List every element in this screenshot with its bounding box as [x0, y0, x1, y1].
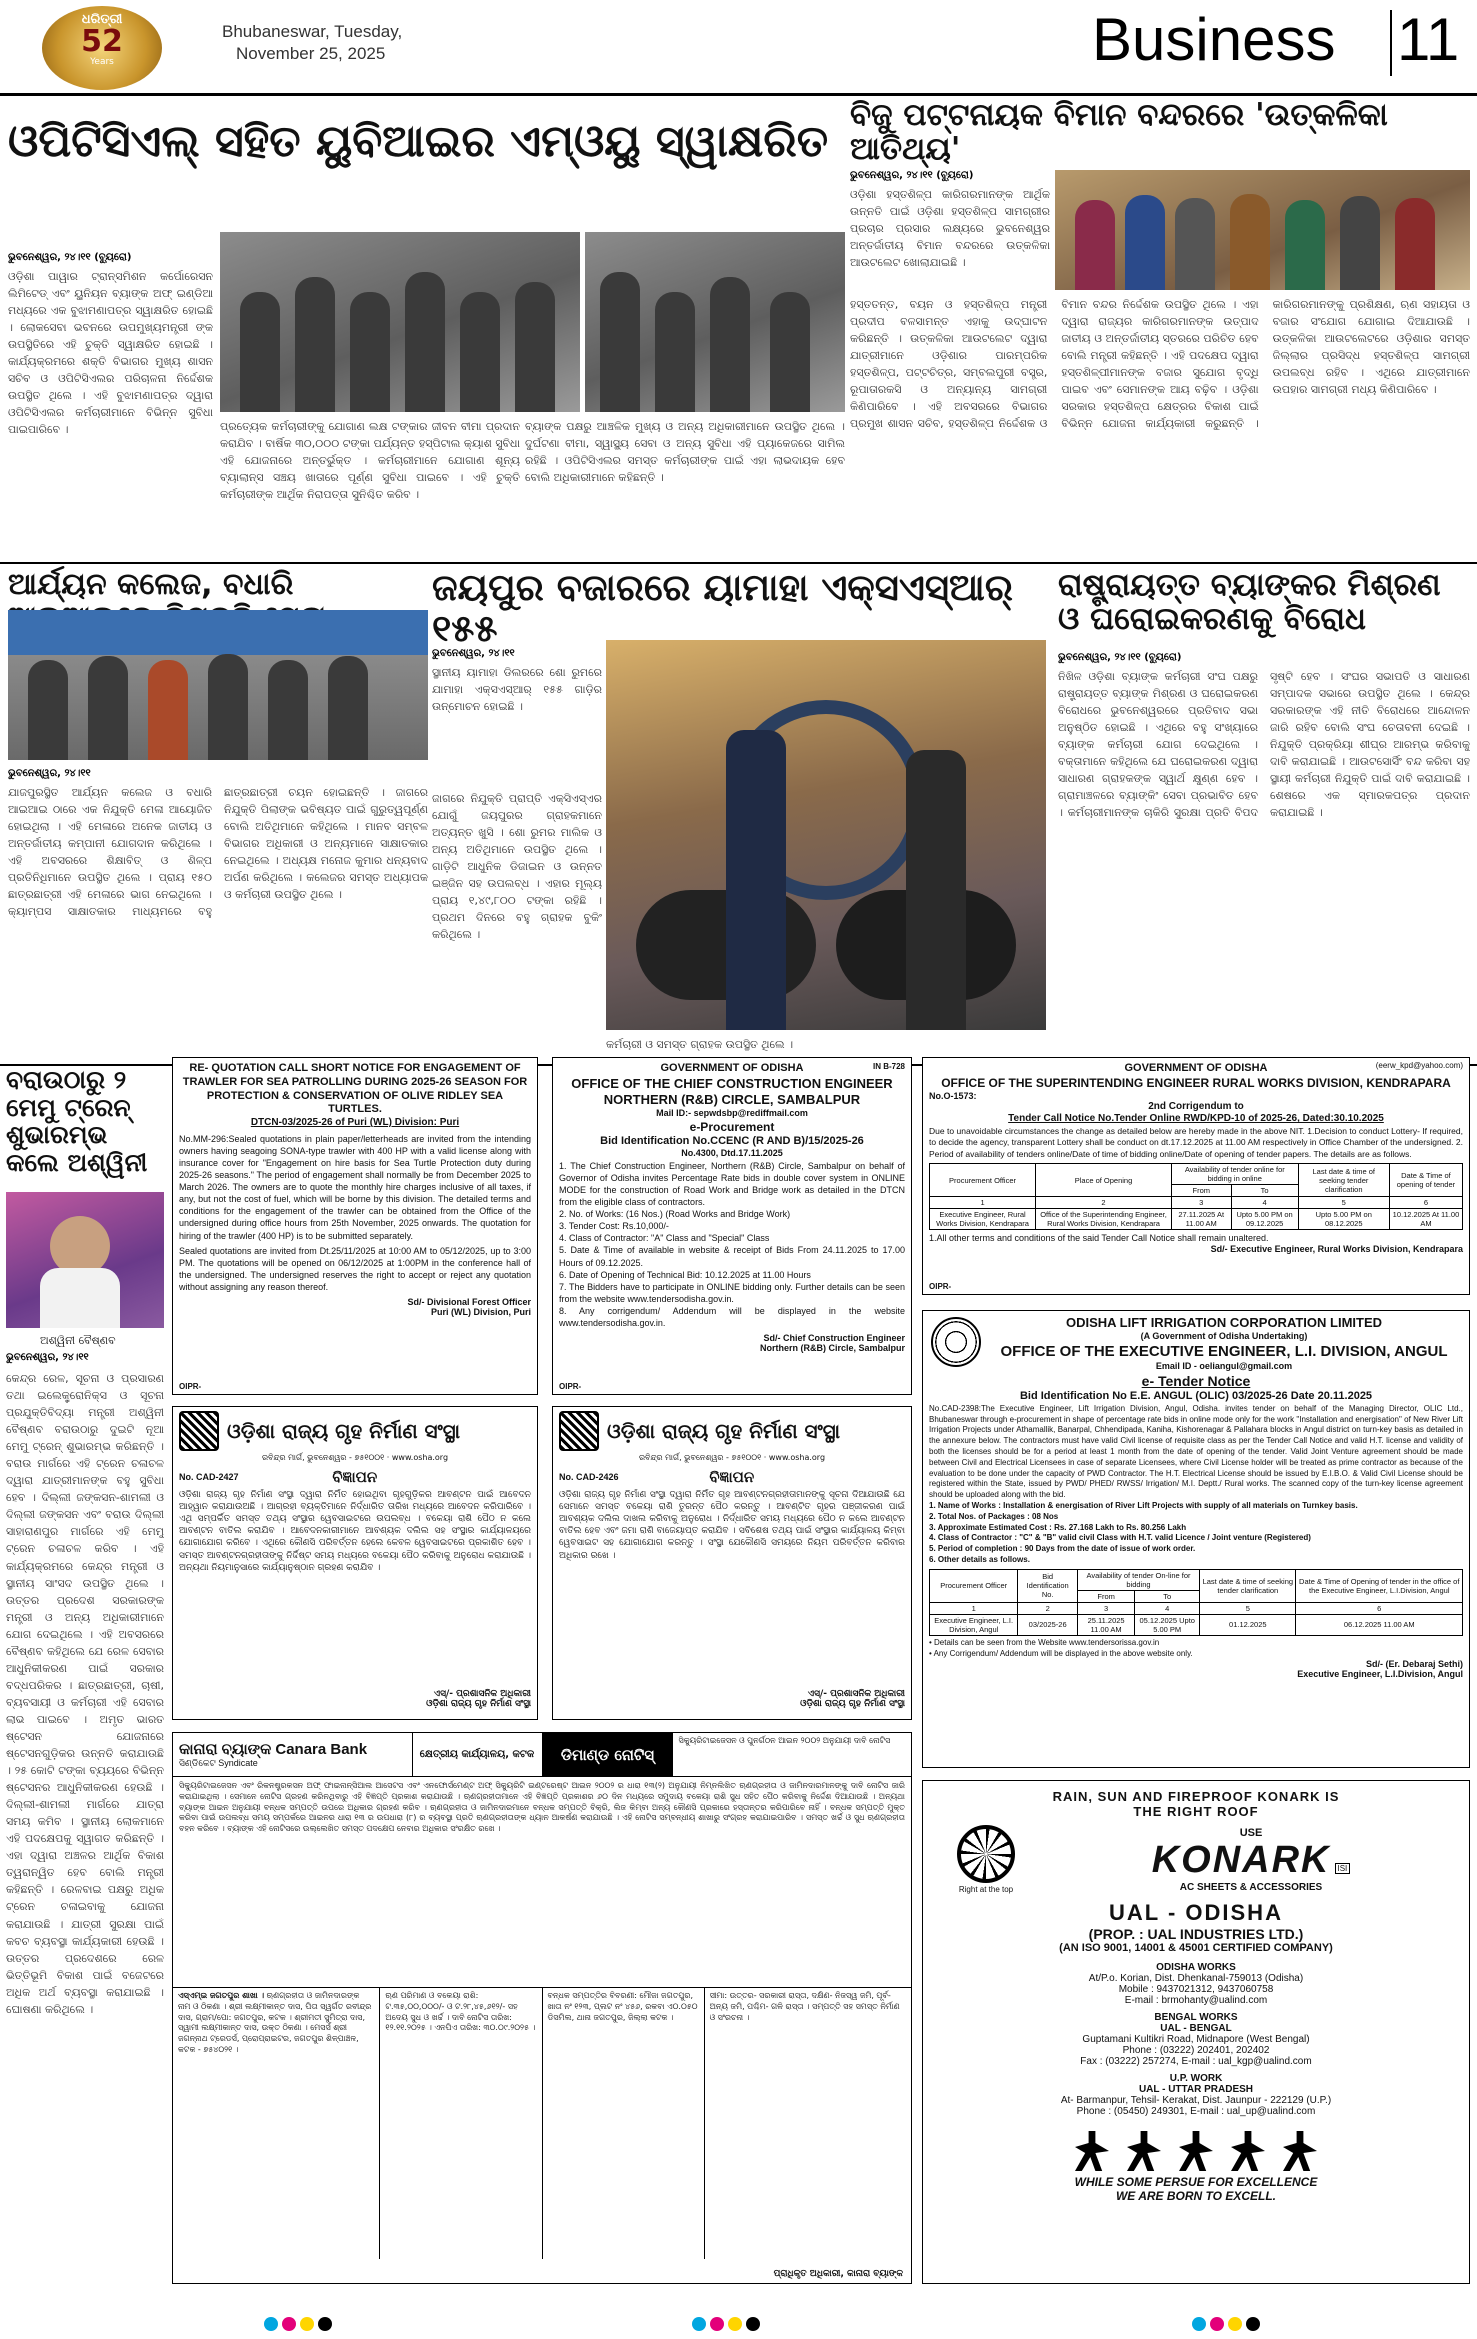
- ad-no: No. CAD-2426: [559, 1471, 619, 1482]
- story-body: କର୍ମଚାରୀ ଓ ସମସ୍ତ ଗ୍ରାହକ ଉପସ୍ଥିତ ଥିଲେ ।: [606, 1038, 794, 1051]
- runners-illustration: [931, 2125, 1461, 2171]
- color-registration-marks: [690, 2316, 762, 2335]
- black-dot: [1246, 2317, 1260, 2331]
- ad-item: 8. Any corrigendum/ Addendum will be displayed in the website www.tendersodisha.gov.in.: [559, 1306, 905, 1329]
- ad-title: OFFICE OF THE CHIEF CONSTRUCTION ENGINEER NORTHERN (R&B) CIRCLE, SAMBALPUR: [571, 1075, 893, 1107]
- ad-note: 1.All other terms and conditions of the said Tender Call Notice shall remain unaltered.: [929, 1233, 1269, 1244]
- housing-board-ad: ଓଡ଼ିଶା ରାଜ୍ୟ ଗୃହ ନିର୍ମାଣ ସଂସ୍ଥା ରବିନ୍ଦ୍ର ମାର୍ଗ, ଭୁବନେଶ୍ୱର - ୭୫୧୦୦୧ · www.osha.org No. CAD-2426 ବିଜ୍ଞାପନ ଓଡ଼ିଶା ରାଜ୍ୟ ଗୃହ ନିର୍ମାଣ ସଂସ୍ଥା ଦ୍ୱାରା ନିର୍ମିତ ଗୃହ ଆବଣ୍ଟନଗ୍ରହୀତାମାନଙ୍କୁ ସୂଚନା ଦିଆଯାଉଛି ଯେ ସେମାନେ ସମସ୍ତ ବକେୟା ରାଶି ତୁରନ୍ତ ପୈଠ କରନ୍ତୁ । ଆବଣ୍ଟିତ ଗୃହର ପଞ୍ଜୀକରଣ ପାଇଁ ଆବଶ୍ୟକ ଦଲିଲ ଦାଖଲ କରିବାକୁ ଅନୁରୋଧ । ନିର୍ଦ୍ଧାରିତ ସମୟ ମଧ୍ୟରେ ପୈଠ ନ କଲେ ଆବଣ୍ଟନ ବାତିଲ ହେବ ଏବଂ ଜମା ରାଶି ବାଜେୟାପ୍ତ କରାଯିବ । ସବିଶେଷ ତଥ୍ୟ ପାଇଁ ସଂସ୍ଥାର କାର୍ଯ୍ୟାଳୟ କିମ୍ବା ୱେବସାଇଟ ସହ ଯୋଗାଯୋଗ କରନ୍ତୁ । ସଂସ୍ଥା ଯେକୌଣସି ସମୟରେ ନିୟମ ପରିବର୍ତ୍ତନ କରିବାର ଅଧିକାର ରଖେ । ଏସ୍/- ପ୍ରଶାସନିକ ଅଧିକାରୀ ଓଡ଼ିଶା ରାଜ୍ୟ ଗୃହ ନିର୍ମାଣ ସଂସ୍ଥା: [552, 1406, 912, 1720]
- ad-signature: Sd/- Divisional Forest Officer: [407, 1297, 531, 1308]
- ad-body: Sealed quotations are invited from Dt.25/11/2025 at 10:00 AM to 05/12/2025, up to 3:00 PM. The quotations will be opened on 06/12/2025 at 1:00PM in the conference hall of the undersigned. The undersigned reserves the right to accept or reject any quotation without assigning any reason thereof.: [179, 1245, 531, 1293]
- story-photo: [606, 640, 1046, 1030]
- ad-mail: Mail ID:- sepwdsbp@rediffmail.com: [656, 1108, 808, 1119]
- ad-code: OIPR-: [929, 1282, 952, 1291]
- photo-airport-outlet: [1055, 170, 1470, 290]
- ad-signature: Northern (R&B) Circle, Sambalpur: [759, 1343, 905, 1354]
- rural-works-ad: [922, 1057, 1470, 1295]
- ad-signature: ଏସ୍/- ପ୍ରଶାସନିକ ଅଧିକାରୀ: [433, 1688, 531, 1699]
- photo-caption: ଅଶ୍ୱିନୀ ବୈଷ୍ଣବ: [40, 1334, 116, 1347]
- ad-corrigendum: 2nd Corrigendum to: [1148, 1100, 1244, 1112]
- ad-type: e- Tender Notice: [1141, 1372, 1251, 1389]
- company-cert: (AN ISO 9001, 14001 & 45001 CERTIFIED COMPANY): [1059, 1942, 1333, 1954]
- ad-note: • Details can be seen from the Website www.tendersorissa.gov.in: [929, 1637, 1160, 1647]
- story-dateline: ଭୁବନେଶ୍ୱର, ୨୪।୧୧: [6, 1352, 89, 1363]
- story-photo: [1055, 170, 1470, 290]
- ad-gov: GOVERNMENT OF ODISHA: [1124, 1062, 1268, 1074]
- ad-signature: ପ୍ରାଧିକୃତ ଅଧିକାରୀ, କାନାରା ବ୍ୟାଙ୍କ: [773, 2269, 903, 2279]
- ad-signature: ଓଡ଼ିଶା ରାଜ୍ୟ ଗୃହ ନିର୍ମାଣ ସଂସ୍ଥା: [800, 1698, 905, 1709]
- ad-code: OIPR-: [179, 1382, 202, 1391]
- ad-sub: (A Government of Odisha Undertaking): [1140, 1331, 1308, 1342]
- ad-title: RE- QUOTATION CALL SHORT NOTICE FOR ENGAGEMENT OF TRAWLER FOR SEA PATROLLING DURING 2025-26 SEASON FOR PROTECTION & CONSERVATION OF OLIVE RIDLEY SEA TURTLES.: [182, 1062, 528, 1116]
- photo-meeting: [220, 232, 580, 412]
- color-registration-marks: [262, 2316, 334, 2335]
- color-registration-marks: [1190, 2316, 1262, 2335]
- story-body: ଓଡ଼ିଶା ପାୱାର ଟ୍ରାନ୍ସମିଶନ କର୍ପୋରେସନ ଲିମିଟେଡ୍ ଏବଂ ୟୁନିୟନ ବ୍ୟାଙ୍କ ଅଫ୍ ଇଣ୍ଡିଆ ମଧ୍ୟରେ ଏକ ବୁଝାମଣାପତ୍ର ସ୍ୱାକ୍ଷରିତ ହୋଇଛି । ଲୋକସେବା ଭବନରେ ଉପମୁଖ୍ୟମନ୍ତ୍ରୀ ଙ୍କ ଉପସ୍ଥିତିରେ ଏହି ଚୁକ୍ତି ସ୍ୱାକ୍ଷରିତ ହୋଇଛି । କାର୍ଯ୍ୟକ୍ରମରେ ଶକ୍ତି ବିଭାଗର ମୁଖ୍ୟ ଶାସନ ସଚିବ ଓ ଓପିଟିସିଏଲର ପରିଚାଳନା ନିର୍ଦ୍ଦେଶକ ଉପସ୍ଥିତ ଥିଲେ । ଏହି ବୁଝାମଣାପତ୍ର ଦ୍ୱାରା ଓପିଟିସିଏଲର କର୍ମଚାରୀମାନେ ବିଭିନ୍ନ ସୁବିଧା ପାଇପାରିବେ ।: [8, 270, 213, 437]
- ad-item: 6. Other details as follows.: [929, 1554, 1030, 1564]
- ad-item: 4. Class of Contractor : "C" & "B" valid civil Class with H.T. valid Licence / Joint venture (Registered): [929, 1533, 1311, 1543]
- brand-name: KONARK: [1151, 1838, 1331, 1881]
- slogan: WHILE SOME PERSUE FOR EXCELLENCE: [1074, 2175, 1318, 2189]
- ad-item: 2. No. of Works: (16 Nos.) (Road Works and Bridge Work): [559, 1209, 791, 1220]
- konark-ad: [922, 1780, 1470, 2284]
- works-title: BENGAL WORKS: [1154, 2012, 1238, 2023]
- anniversary-logo: [42, 6, 162, 90]
- ad-no: No.4300, Dtd.17.11.2025: [681, 1148, 783, 1159]
- ad-type: e-Procurement: [689, 1119, 775, 1134]
- cyan-dot: [692, 2317, 706, 2331]
- logo-text: ଧରିତ୍ରୀ: [81, 12, 123, 27]
- konark-wheel-icon: [957, 1825, 1015, 1883]
- story-dateline: ଭୁବନେଶ୍ୱର, ୨୪।୧୧ (ବ୍ୟୁରୋ): [8, 252, 132, 263]
- works-title: UAL - UTTAR PRADESH: [1138, 2084, 1254, 2095]
- lift-irrigation-ad: [922, 1310, 1470, 1768]
- works-line: Fax : (03222) 257274, E-mail : ual_kgp@ualind.com: [1080, 2056, 1312, 2067]
- magenta-dot: [710, 2317, 724, 2331]
- tender-table: Procurement Officer Place of Opening Availability of tender online for bidding in online Last date & time of seeking tender clarification Date & Time of opening of tender From To 1 2 3 4 5 6 Executive Engineer, Rural Works Division, Kendrapara Office of the Superintending Engineer, Rural Works Division, Kendrapara 27.11.2025 At 11.00 AM Upto 5.00 PM on 09.12.2025 Upto 5.00 PM on 08.12.2025 10.12.2025 At 11.00 AM: [929, 1163, 1463, 1230]
- ad-bid: Bid Identification No E.E. ANGUL (OLIC) 03/2025-26 Date 20.11.2025: [1019, 1390, 1373, 1402]
- masthead-rule: [0, 93, 1477, 96]
- story-dateline: ଭୁବନେଶ୍ୱର, ୨୪।୧୧ (ବ୍ୟୁରୋ): [850, 170, 974, 181]
- yellow-dot: [728, 2317, 742, 2331]
- ad-office: OFFICE OF THE EXECUTIVE ENGINEER, L.I. DIVISION, ANGUL: [1000, 1342, 1448, 1360]
- story-dateline: ଭୁବନେଶ୍ୱର, ୨୪।୧୧: [432, 648, 515, 659]
- works-line: Mobile : 9437021312, 9437060758: [1118, 1984, 1274, 1995]
- story-body: ଯାଜପୁରସ୍ଥିତ ଆର୍ଯ୍ୟନ କଲେଜ ଓ ବଧାରି ଆଇଆଇ ଠାରେ ଏକ ନିଯୁକ୍ତି ମେଳା ଆୟୋଜିତ ହୋଇଥିଲା । ଏହି ମେଳାରେ ଅନେକ ଜାତୀୟ ଓ ଅନ୍ତର୍ଜାତୀୟ କମ୍ପାନୀ ଯୋଗଦାନ କରିଥିଲେ । ଏହି ଅବସରରେ ଶିକ୍ଷାବିତ୍ ଓ ଶିଳ୍ପ ପ୍ରତିନିଧିମାନେ ଉପସ୍ଥିତ ଥିଲେ । ପ୍ରାୟ ୧୫୦ ଛାତ୍ରଛାତ୍ରୀ ଏହି ମେଳାରେ ଭାଗ ନେଇଥିଲେ । କ୍ୟାମ୍ପସ ସାକ୍ଷାତକାର ମାଧ୍ୟମରେ ବହୁ ଛାତ୍ରଛାତ୍ରୀ ଚୟନ ହୋଇଛନ୍ତି । ଜାଗରେ ନିଯୁକ୍ତି ପିଲାଙ୍କ ଭବିଷ୍ୟତ ପାଇଁ ଗୁରୁତ୍ୱପୂର୍ଣ୍ଣ ବୋଲି ଅତିଥିମାନେ କହିଥିଲେ । ମାନବ ସମ୍ବଳ ବିଭାଗର ଅଧିକାରୀ ଓ ଅନ୍ୟମାନେ ସାକ୍ଷାତକାର ନେଇଥିଲେ । ଅଧ୍ୟକ୍ଷ ମନୋଜ କୁମାର ଧନ୍ୟବାଦ ଅର୍ପଣ କରିଥିଲେ । କଲେଜର ସମସ୍ତ ଅଧ୍ୟାପକ ଓ କର୍ମଚାରୀ ଉପସ୍ଥିତ ଥିଲେ ।: [8, 786, 428, 919]
- olic-logo-icon: [931, 1317, 981, 1367]
- story-headline: ଆର୍ଯ୍ୟନ କଲେଜ, ବଧାରି: [8, 567, 294, 602]
- story-photo: [6, 1192, 164, 1328]
- ad-item: 3. Approximate Estimated Cost : Rs. 27.168 Lakh to Rs. 80.256 Lakh: [929, 1522, 1187, 1532]
- slogan: WE ARE BORN TO EXCELL.: [1115, 2189, 1276, 2203]
- bank-office: କ୍ଷେତ୍ରୀୟ କାର୍ଯ୍ୟାଳୟ, କଟକ: [413, 1733, 543, 1776]
- story-body: ହସ୍ତତନ୍ତ, ବୟନ ଓ ହସ୍ତଶିଳ୍ପ ମନ୍ତ୍ରୀ ପ୍ରଦୀପ ବଳସାମନ୍ତ ଏହାକୁ ଉଦ୍‌ଘାଟନ କରିଛନ୍ତି । ଉତ୍କଳିକା ଆଉଟଲେଟ ଦ୍ୱାରା ଯାତ୍ରୀମାନେ ଓଡ଼ିଶାର ପାରମ୍ପରିକ ହସ୍ତଶିଳ୍ପ, ପଟ୍ଟଚିତ୍ର, ସମ୍ବଲପୁରୀ ବସ୍ତ୍ର, ରୂପାତାରକସି ଓ ଅନ୍ୟାନ୍ୟ ସାମଗ୍ରୀ କିଣିପାରିବେ । ଏହି ଅବସରରେ ବିଭାଗର ପ୍ରମୁଖ ଶାସନ ସଚିବ, ହସ୍ତଶିଳ୍ପ ନିର୍ଦ୍ଦେଶକ ଓ ବିମାନ ବନ୍ଦର ନିର୍ଦ୍ଦେଶକ ଉପସ୍ଥିତ ଥିଲେ । ଏହା ଦ୍ୱାରା ରାଜ୍ୟର କାରିଗରମାନଙ୍କ ଉତ୍ପାଦ ଜାତୀୟ ଓ ଅନ୍ତର୍ଜାତୀୟ ସ୍ତରରେ ପରିଚିତ ହେବ ବୋଲି ମନ୍ତ୍ରୀ କହିଛନ୍ତି । ଏହି ପଦକ୍ଷେପ ଦ୍ୱାରା ହସ୍ତଶିଳ୍ପୀମାନଙ୍କ ବଜାର ସୁଯୋଗ ବୃଦ୍ଧି ପାଇବ ଏବଂ ସେମାନଙ୍କ ଆୟ ବଢ଼ିବ । ଓଡ଼ିଶା ସରକାର ହସ୍ତଶିଳ୍ପ କ୍ଷେତ୍ରର ବିକାଶ ପାଇଁ ବିଭିନ୍ନ ଯୋଜନା କାର୍ଯ୍ୟକାରୀ କରୁଛନ୍ତି । କାରିଗରମାନଙ୍କୁ ପ୍ରଶିକ୍ଷଣ, ଋଣ ସହାୟତା ଓ ବଜାର ସଂଯୋଗ ଯୋଗାଇ ଦିଆଯାଉଛି । ଉତ୍କଳିକା ଆଉଟଲେଟରେ ଓଡ଼ିଶାର ସମସ୍ତ ଜିଲ୍ଲାର ପ୍ରସିଦ୍ଧ ହସ୍ତଶିଳ୍ପ ସାମଗ୍ରୀ ଉପଲବ୍ଧ ରହିବ । ଏଥିରେ ଯାତ୍ରୀମାନେ ଉପହାର ସାମଗ୍ରୀ ମଧ୍ୟ କିଣିପାରିବେ ।: [850, 298, 1470, 431]
- ad-bid: Bid Identification No.CCENC (R AND B)/15/2025-26: [600, 1134, 864, 1147]
- yellow-dot: [300, 2317, 314, 2331]
- story-headline: ବରାଉଠାରୁ ୨ ମେମୁ ଟ୍ରେନ୍ ଶୁଭାରମ୍ଭ କଲେ ଅଶ୍ୱିନୀ: [6, 1065, 148, 1177]
- works-line: E-mail : brmohanty@ualind.com: [1124, 1995, 1268, 2006]
- ad-code: IN B-728: [872, 1062, 905, 1071]
- ad-note: • Any Corrigendum/ Addendum will be displayed in the above website only.: [929, 1648, 1193, 1658]
- ad-item: 5. Period of completion : 90 Days from the date of issue of work order.: [929, 1544, 1196, 1554]
- masthead: [0, 0, 1477, 96]
- ad-ref: DTCN-03/2025-26 of Puri (WL) Division: Puri: [250, 1117, 460, 1128]
- tender-table: Procurement Officer Bid Identification No. Availability of tender On-line for bidding Last date & time of seeking tender clarification Date & Time of Opening of tender in the office of the Executive Engineer, L.I.Division, Angul From To 1 2 3 4 5 6 Executive Engineer, L.I. Division, Angul 03/2025-26 25.11.2025 11.00 AM 05.12.2025 Upto 5.00 PM 01.12.2025 06.12.2025 11.00 AM: [929, 1569, 1463, 1636]
- logo-number: 52: [81, 24, 123, 59]
- page-number: 11: [1397, 6, 1460, 73]
- ad-signature: Sd/- Executive Engineer, Rural Works Division, Kendrapara: [1210, 1244, 1463, 1255]
- housing-board-ad: ଓଡ଼ିଶା ରାଜ୍ୟ ଗୃହ ନିର୍ମାଣ ସଂସ୍ଥା ରବିନ୍ଦ୍ର ମାର୍ଗ, ଭୁବନେଶ୍ୱର - ୭୫୧୦୦୧ · www.osha.org No. CAD-2427 ବିଜ୍ଞାପନ ଓଡ଼ିଶା ରାଜ୍ୟ ଗୃହ ନିର୍ମାଣ ସଂସ୍ଥା ଦ୍ୱାରା ନିର୍ମିତ ହୋଇଥିବା ଗୃହଗୁଡ଼ିକର ଆବଣ୍ଟନ ପାଇଁ ଆବେଦନ ଆହ୍ୱାନ କରାଯାଉଅଛି । ଆଗ୍ରହୀ ବ୍ୟକ୍ତିମାନେ ନିର୍ଦ୍ଧାରିତ ତାରିଖ ମଧ୍ୟରେ ଆବେଦନ କରିପାରିବେ । ଏଥି ସମ୍ପର୍କିତ ସମସ୍ତ ତଥ୍ୟ ସଂସ୍ଥାର ୱେବସାଇଟରେ ଉପଲବ୍ଧ । ବକେୟା ରାଶି ପୈଠ ନ କଲେ ଆବଣ୍ଟନ ବାତିଲ କରାଯିବ । ଆବେଦନକାରୀମାନେ ଆବଶ୍ୟକ ଦଲିଲ ସହ ସଂସ୍ଥାର କାର୍ଯ୍ୟାଳୟରେ ଯୋଗାଯୋଗ କରିବେ । ଏଥିରେ କୌଣସି ପରିବର୍ତ୍ତନ ହେଲେ କେବଳ ୱେବସାଇଟରେ ପ୍ରକାଶିତ ହେବ । ସମସ୍ତ ଆବଣ୍ଟନଗ୍ରହୀତାଙ୍କୁ ନିର୍ଦ୍ଦିଷ୍ଟ ସମୟ ମଧ୍ୟରେ ବକେୟା ପୈଠ କରିବାକୁ ଅନୁରୋଧ କରାଯାଉଛି । ଅନ୍ୟଥା ନିୟମାନୁସାରେ କାର୍ଯ୍ୟାନୁଷ୍ଠାନ ଗ୍ରହଣ କରାଯିବ । ଏସ୍/- ପ୍ରଶାସନିକ ଅଧିକାରୀ ଓଡ଼ିଶା ରାଜ୍ୟ ଗୃହ ନିର୍ମାଣ ସଂସ୍ଥା: [172, 1406, 538, 1720]
- story-photo: [585, 232, 845, 412]
- ad-item: 4. Class of Contractor: "A" Class and "Special" Class: [559, 1233, 770, 1244]
- ad-title: OFFICE OF THE SUPERINTENDING ENGINEER RURAL WORKS DIVISION, KENDRAPARA: [941, 1075, 1451, 1090]
- ad-item: 2. Total Nos. of Packages : 08 Nos: [929, 1511, 1059, 1521]
- dateline-place: Bhubaneswar, Tuesday,: [222, 22, 403, 41]
- ad-signature: ଓଡ଼ିଶା ରାଜ୍ୟ ଗୃହ ନିର୍ମାଣ ସଂସ୍ଥା: [426, 1698, 531, 1709]
- ad-item: 1. The Chief Construction Engineer, Northern (R&B) Circle, Sambalpur on behalf of Governor of Odisha invites Percentage Rate bids in double cover system in ONLINE MODE for the construction of Road Work and Bridge work as detailed in the DTCN from the eligible class of contractors.: [559, 1160, 905, 1207]
- org-name: ଓଡ଼ିଶା ରାଜ୍ୟ ଗୃହ ନିର୍ମାଣ ସଂସ୍ଥା: [607, 1419, 841, 1443]
- ad-item: 1. Name of Works : Installation & energisation of River Lift Projects with supply of all materials on Turnkey basis.: [929, 1500, 1358, 1510]
- ad-signature: Executive Engineer, L.I.Division, Angul: [1297, 1669, 1463, 1680]
- ad-body: No.CAD-2398:The Executive Engineer, Lift Irrigation Division, Angul, Odisha. invites tender on behalf of the Managing Director, OLIC Ltd., Bhubaneswar through e-procurement in shape of percentage rate bids in online mode only for the work "Installation and energisation" of New River Lift Irrigation Projects under Athamallik, Banarpal, Chhendipada, Kaniha, Kishorenagar & Pallahara blocks in Angul district on turn-key basis as detailed in the annexure below. The contractors must have valid Civil license of requisite class as per the Tender Call Notice and valid H.T. license and validity of both the licenses should be for a period at least 1 month from the date of opening of the tender. Valid Joint Venture agreement should be made between Civil and Electrical Licensees in case of separate Licensees, where Civil License holder will be treated as prime contractor as because of the evaluation to be done under the capacity of PWD Contractor. The H.T. Electrical License should be issued by E.I.B.O. & Valid Civil License should be registered within the State, issued by PWD/ PHED/ RWSS/ Irrigation/ M.I. Deptt./ Rural works. The scanned copy of the turn-key license agreement should be uploaded along with the bid.: [929, 1403, 1463, 1500]
- photo-ashwini-vaishnaw: [6, 1192, 164, 1328]
- bank-name: କାନାରା ବ୍ୟାଙ୍କ Canara Bank: [179, 1740, 368, 1758]
- story-body: ପ୍ରତ୍ୟେକ କର୍ମଚାରୀଙ୍କୁ ଯୋଗାଣ ଲକ୍ଷ ଟଙ୍କାର ଜୀବନ ବୀମା ପ୍ରଦାନ କରାଯିବ । ବାର୍ଷିକ ୩୦,୦୦୦ ଟଙ୍କା ପର୍ଯ୍ୟନ୍ତ ହସ୍ପିଟାଲ କ୍ୟାଶ ସୁବିଧା ଏହି ଯୋଜନାରେ ଅନ୍ତର୍ଭୁକ୍ତ । କର୍ମଚାରୀମାନେ ଯୋଗାଣ ଶୂନ୍ୟ ବ୍ୟାଲାନ୍ସ ସଞ୍ଚୟ ଖାତାରେ ପୂର୍ଣ୍ଣ ସୁବିଧା ପାଇବେ । ଏହି ଚୁକ୍ତି କର୍ମଚାରୀଙ୍କ ଆର୍ଥିକ ନିରାପତ୍ତା ସୁନିଶ୍ଚିତ କରିବ ।: [220, 420, 520, 502]
- works-line: Phone : (03222) 202401, 202402: [1122, 2045, 1270, 2056]
- ad-code: OIPR-: [559, 1382, 582, 1391]
- photo-signing: [585, 232, 845, 412]
- story-body: ବ୍ୟାଙ୍କ ପକ୍ଷରୁ ଆଞ୍ଚଳିକ ମୁଖ୍ୟ ଓ ଅନ୍ୟ ଅଧିକାରୀମାନେ ଉପସ୍ଥିତ ଥିଲେ । ଦୁର୍ଘଟଣା ବୀମା, ସ୍ୱାସ୍ଥ୍ୟ ସେବା ଓ ଅନ୍ୟ ସୁବିଧା ଏହି ପ୍ୟାକେଜରେ ସାମିଲ ରହିଛି । ଓପିଟିସିଏଲର ସମସ୍ତ କର୍ମଚାରୀଙ୍କ ପାଇଁ ଏହା ଲାଭଦାୟକ ହେବ ବୋଲି ଅଧିକାରୀମାନେ କହିଛନ୍ତି ।: [525, 420, 845, 485]
- ad-right: Right at the top: [958, 1885, 1014, 1894]
- isi-mark: ISI: [1335, 1863, 1351, 1874]
- section-divider: [1390, 10, 1392, 76]
- ad-tender: Tender Call Notice No.Tender Online RWD/KPD-10 of 2025-26, Dated:30.10.2025: [1008, 1113, 1384, 1125]
- photo-yamaha-launch: [606, 640, 1046, 1030]
- ad-sub: AC SHEETS & ACCESSORIES: [1179, 1881, 1323, 1893]
- story-body: ନିଖିଳ ଓଡ଼ିଶା ବ୍ୟାଙ୍କ କର୍ମଚାରୀ ସଂଘ ପକ୍ଷରୁ ରାଷ୍ଟ୍ରାୟତ୍ତ ବ୍ୟାଙ୍କ ମିଶ୍ରଣ ଓ ଘରୋଇକରଣ ବିରୋଧରେ ଭୁବନେଶ୍ୱରରେ ପ୍ରତିବାଦ ସଭା ଅନୁଷ୍ଠିତ ହୋଇଛି । ଏଥିରେ ବହୁ ସଂଖ୍ୟାରେ ବ୍ୟାଙ୍କ କର୍ମଚାରୀ ଯୋଗ ଦେଇଥିଲେ । ବକ୍ତାମାନେ କହିଥିଲେ ଯେ ଘରୋଇକରଣ ଦ୍ୱାରା ସାଧାରଣ ଗ୍ରାହକଙ୍କ ସ୍ୱାର୍ଥ କ୍ଷୁଣ୍ଣ ହେବ । ଗ୍ରାମାଞ୍ଚଳରେ ବ୍ୟାଙ୍କିଂ ସେବା ପ୍ରଭାବିତ ହେବ । କର୍ମଚାରୀମାନଙ୍କ ଚାକିରି ସୁରକ୍ଷା ପ୍ରତି ବିପଦ ସୃଷ୍ଟି ହେବ । ସଂଘର ସଭାପତି ଓ ସାଧାରଣ ସମ୍ପାଦକ ସଭାରେ ଉପସ୍ଥିତ ଥିଲେ । କେନ୍ଦ୍ର ସରକାରଙ୍କ ଏହି ନୀତି ବିରୋଧରେ ଆନ୍ଦୋଳନ ଜାରି ରହିବ ବୋଲି ସଂଘ ଚେତାବନୀ ଦେଇଛି । ନିଯୁକ୍ତି ପ୍ରକ୍ରିୟା ଶୀଘ୍ର ଆରମ୍ଭ କରିବାକୁ ଦାବି କରାଯାଇଛି । ଆଉଟସୋର୍ସିଂ ବନ୍ଦ କରିବା ସହ ସ୍ଥାୟୀ କର୍ମଚାରୀ ନିଯୁକ୍ତି ପାଇଁ ଦାବି କରାଯାଇଛି । ଶେଷରେ ଏକ ସ୍ମାରକପତ୍ର ପ୍ରଦାନ କରାଯାଇଛି ।: [1058, 670, 1470, 820]
- story-body: କେନ୍ଦ୍ର ରେଳ, ସୂଚନା ଓ ପ୍ରସାରଣ ତଥା ଇଲେକ୍ଟ୍ରୋନିକ୍ସ ଓ ସୂଚନା ପ୍ରଯୁକ୍ତିବିଦ୍ୟା ମନ୍ତ୍ରୀ ଅଶ୍ୱିନୀ ବୈଷ୍ଣବ ବରାଉଠାରୁ ଦୁଇଟି ନୂଆ ମେମୁ ଟ୍ରେନ୍ ଶୁଭାରମ୍ଭ କରିଛନ୍ତି । ବରାଉ ମାର୍ଗରେ ଏହି ଟ୍ରେନ ଚଳାଚଳ ଦ୍ୱାରା ଯାତ୍ରୀମାନଙ୍କ ବହୁ ସୁବିଧା ହେବ । ଦିଲ୍ଲୀ ଜଙ୍କସନ-ଶାମଲୀ ଓ ଦିଲ୍ଲୀ ଜଙ୍କସନ ଏବଂ ବରାଉ ଦିଲ୍ଲୀ ସାହାରାଣପୁର ମାର୍ଗରେ ଏହି ମେମୁ ଟ୍ରେନ ଚଳାଚଳ କରିବ । ଏହି କାର୍ଯ୍ୟକ୍ରମରେ କେନ୍ଦ୍ର ମନ୍ତ୍ରୀ ଓ ସ୍ଥାନୀୟ ସାଂସଦ ଉପସ୍ଥିତ ଥିଲେ । ଉତ୍ତର ପ୍ରଦେଶ ସରକାରଙ୍କ ମନ୍ତ୍ରୀ ଓ ଅନ୍ୟ ଅଧିକାରୀମାନେ ଯୋଗ ଦେଇଥିଲେ । ଏହି ଅବସରରେ ବୈଷ୍ଣବ କହିଥିଲେ ଯେ ରେଳ ସେବାର ଆଧୁନିକୀକରଣ ପାଇଁ ସରକାର ବଦ୍ଧପରିକର । ଛାତ୍ରଛାତ୍ରୀ, ଚାଷୀ, ବ୍ୟବସାୟୀ ଓ କର୍ମଚାରୀ ଏହି ସେବାର ଲାଭ ପାଇବେ । ଅମୃତ ଭାରତ ଷ୍ଟେସନ ଯୋଜନାରେ ଷ୍ଟେସନଗୁଡ଼ିକର ଉନ୍ନତି କରାଯାଉଛି । ୨୫ କୋଟି ଟଙ୍କା ବ୍ୟୟରେ ବିଭିନ୍ନ ଷ୍ଟେସନର ଆଧୁନିକୀକରଣ ହେଉଛି । ଦିଲ୍ଲୀ-ଶାମଲୀ ମାର୍ଗରେ ଯାତ୍ରା ସମୟ କମିବ । ସ୍ଥାନୀୟ ଲୋକମାନେ ଏହି ପଦକ୍ଷେପକୁ ସ୍ୱାଗତ କରିଛନ୍ତି । ଏହା ଦ୍ୱାରା ଅଞ୍ଚଳର ଆର୍ଥିକ ବିକାଶ ତ୍ୱରାନ୍ୱିତ ହେବ ବୋଲି ମନ୍ତ୍ରୀ କହିଛନ୍ତି । ରେଳବାଇ ପକ୍ଷରୁ ଅଧିକ ଟ୍ରେନ ଚଳାଇବାକୁ ଯୋଜନା କରାଯାଉଛି । ଯାତ୍ରୀ ସୁରକ୍ଷା ପାଇଁ କବଚ ବ୍ୟବସ୍ଥା କାର୍ଯ୍ୟକାରୀ ହେଉଛି । ଉତ୍ତର ପ୍ରଦେଶରେ ରେଳ ଭିତ୍ତିଭୂମି ବିକାଶ ପାଇଁ ବଜେଟରେ ଅଧିକ ଅର୍ଥ ବ୍ୟବସ୍ଥା କରାଯାଇଛି । ଘୋଷଣା କରିଥିଲେ ।: [6, 1372, 164, 2016]
- story-body: ଓଡ଼ିଶା ହସ୍ତଶିଳ୍ପ କାରିଗରମାନଙ୍କ ଆର୍ଥିକ ଉନ୍ନତି ପାଇଁ ଓଡ଼ିଶା ହସ୍ତଶିଳ୍ପ ସାମଗ୍ରୀର ପ୍ରଚାର ପ୍ରସାର ଲକ୍ଷ୍ୟରେ ଭୁବନେଶ୍ୱର ଅନ୍ତର୍ଜାତୀୟ ବିମାନ ବନ୍ଦରରେ ଉତ୍କଳିକା ଆଉଟଲେଟ ଖୋଲାଯାଇଛି ।: [850, 188, 1050, 270]
- story-dateline: ଭୁବନେଶ୍ୱର, ୨୪।୧୧: [8, 768, 91, 779]
- ad-signature: Sd/- (Er. Debaraj Sethi): [1365, 1659, 1463, 1670]
- dateline-date: November 25, 2025: [236, 44, 386, 63]
- ad-tagline: RAIN, SUN AND FIREPROOF KONARK IS THE RIGHT ROOF: [1052, 1789, 1340, 1819]
- photo-job-fair: [8, 610, 428, 760]
- ad-item: 5. Date & Time of available in website & receipt of Bids From 24.11.2025 to 17.00 Hours of 09.12.2025.: [559, 1245, 905, 1268]
- magenta-dot: [282, 2317, 296, 2331]
- story-headline: ରାଷ୍ଟ୍ରାୟତ୍ତ ବ୍ୟାଙ୍କର ମିଶ୍ରଣ ଓ ଘରୋଇକରଣକୁ ବିରୋଧ: [1058, 567, 1441, 638]
- story-body: ସ୍ଥାନୀୟ ୟାମାହା ଡିଲରରେ ଶୋ ରୁମରେ ଯାମାହା ଏକ୍ସଏସ୍ଆର୍ ୧୫୫ ଗାଡ଼ିର ଉନ୍ମୋଚନ ହୋଇଛି ।: [432, 666, 602, 714]
- logo-sub: Years: [90, 57, 114, 67]
- ad-use: USE: [1239, 1826, 1263, 1839]
- story-body: ଜାଗରେ ନିଯୁକ୍ତି ପ୍ରାପ୍ତି ଏକ୍ସିଏସ୍ଏର ଯୋଗୁଁ ଜୟପୁରର ଗ୍ରାହକମାନେ ଅତ୍ୟନ୍ତ ଖୁସି । ଶୋ ରୁମର ମାଲିକ ଓ ଅନ୍ୟ ଅତିଥିମାନେ ଉପସ୍ଥିତ ଥିଲେ । ଗାଡ଼ିଟି ଆଧୁନିକ ଡିଜାଇନ ଓ ଉନ୍ନତ ଇଞ୍ଜିନ ସହ ଉପଲବ୍ଧ । ଏହାର ମୂଲ୍ୟ ପ୍ରାୟ ୧,୪୯,୮୦୦ ଟଙ୍କା ରହିଛି । ପ୍ରଥମ ଦିନରେ ବହୁ ଗ୍ରାହକ ବୁକିଂ କରିଥିଲେ ।: [432, 792, 602, 942]
- ad-body: Due to unavoidable circumstances the change as detailed below are hereby made in the above NIT. 1.Decision to conduct Lottery- If required, to decide the agency, transparent Lottery shall be conduct on dt.17.12.2025 at 11.00 AM respectively in Office Chamber of the undersigned. 2. Period of availability of tenders online/Date of time of bidding online/Date of opening of tender papers. The details are as follows.: [929, 1125, 1463, 1159]
- ad-email: (eerw_kpd@yahoo.com): [1375, 1061, 1463, 1070]
- works-line: At- Barmanpur, Tehsil- Kerakat, Dist. Jaunpur - 222129 (U.P.): [1060, 2095, 1332, 2106]
- story-headline: ବିଜୁ ପଟ୍ଟନାୟକ ବିମାନ ବନ୍ଦରରେ 'ଉତ୍କଳିକା ଆତିଥ୍ୟ': [850, 97, 1388, 168]
- rb-tender-ad: [552, 1057, 912, 1395]
- story-headline: ଜୟପୁର ବଜାରରେ ୟାମାହା ଏକ୍ସଏସ୍ଆର୍ ୧୫୫: [432, 566, 1013, 650]
- ad-title: ODISHA LIFT IRRIGATION CORPORATION LIMITED: [1065, 1315, 1383, 1330]
- story-photo: [220, 232, 580, 412]
- works-title: ODISHA WORKS: [1156, 1962, 1236, 1973]
- housing-logo-icon: [179, 1411, 219, 1451]
- ad-item: 3. Tender Cost: Rs.10,000/-: [559, 1221, 669, 1232]
- cyan-dot: [264, 2317, 278, 2331]
- works-line: Guptamani Kultikri Road, Midnapore (West Bengal): [1082, 2034, 1310, 2045]
- ad-no: No. CAD-2427: [179, 1471, 239, 1482]
- ad-signature: Puri (WL) Division, Puri: [430, 1307, 531, 1318]
- ad-body: No.MM-296:Sealed quotations in plain paper/letterheads are invited from the intending owners having seagoing SONA-type trawler with 400 HP with a valid license along with insurance cover for "Engagement on hire basis for Sea Turtle Protection duty during 2025-26 seasons." The period of engagement shall normally be from December 2025 to March 2026. The owners are to quote the monthly hire charges inclusive of all taxes, if any, but not the cost of fuel, which will be borne by this division. The detailed terms and conditions for the engagement of the trawler can be obtained from the Office of the undersigned during office hours from 25th November, 2025 onwards. The quotation for hiring of the trawler (400 HP) is to be submitted separately.: [179, 1133, 531, 1241]
- magenta-dot: [1210, 2317, 1224, 2331]
- story-headline: ଓପିଟିସିଏଲ୍ ସହିତ ୟୁବିଆଇର ଏମ୍ଓୟୁ ସ୍ୱାକ୍ଷରିତ: [8, 116, 829, 167]
- ad-heading: ବିଜ୍ଞାପନ: [332, 1467, 378, 1486]
- works-title: UAL - BENGAL: [1160, 2023, 1232, 2034]
- works-line: Phone : (05450) 249301, E-mail : ual_up@ualind.com: [1076, 2106, 1316, 2117]
- ad-item: 6. Date of Opening of Technical Bid: 10.12.2025 at 11.00 Hours: [559, 1269, 811, 1280]
- bank-sub: ସିଣ୍ଡିକେଟ Syndicate: [179, 1757, 258, 1768]
- section-title: Business: [1092, 6, 1336, 73]
- ad-no: No.O-1573:: [929, 1090, 977, 1101]
- yellow-dot: [1228, 2317, 1242, 2331]
- story-photo: [8, 610, 428, 760]
- black-dot: [746, 2317, 760, 2331]
- housing-logo-icon: [559, 1411, 599, 1451]
- cyan-dot: [1192, 2317, 1206, 2331]
- ad-signature: Sd/- Chief Construction Engineer: [763, 1333, 905, 1344]
- works-title: U.P. WORK: [1169, 2073, 1223, 2084]
- forest-tender-ad: [172, 1057, 538, 1395]
- ad-email: Email ID - oeliangul@gmail.com: [1155, 1361, 1293, 1372]
- ad-gov: GOVERNMENT OF ODISHA: [660, 1062, 804, 1074]
- notice-table: ଏସ୍‌ଏମ୍‌ଇ ଜଗତପୁର ଶାଖା । ଋଣଗ୍ରହୀତା ଓ ଜାମିନଦାରଙ୍କ ନାମ ଓ ଠିକଣା । ଶ୍ରୀ ଲକ୍ଷ୍ମୀକାନ୍ତ ଦାସ, ପିତା ସ୍ୱର୍ଗତ ରବୀନ୍ଦ୍ର ଦାସ, ଗ୍ରାମ/ପୋ: ଜଗତପୁର, କଟକ । ଶ୍ରୀମତୀ ସୁମିତ୍ରା ଦାସ, ସ୍ୱାମୀ ଲକ୍ଷ୍ମୀକାନ୍ତ ଦାସ, ଉକ୍ତ ଠିକଣା । ମେସର୍ସ ଶ୍ରୀ ଜଗନ୍ନାଥ ଟ୍ରେଡର୍ସ, ପ୍ରୋପ୍ରାଇଟର, ଜଗତପୁର ଶିଳ୍ପାଞ୍ଚଳ, କଟକ - ୭୫୪୦୨୧ । ଋଣ ପରିମାଣ ଓ ବକେୟା ରାଶି: ଟ.୩୫,୦୦,୦୦୦/- ଓ ଟ.୨୮,୪୫,୬୧୨/- ସହ ଅଦେୟ ସୁଧ ଓ ଖର୍ଚ୍ଚ । ଦାବି ନୋଟିସ ତାରିଖ: ୧୨.୧୧.୨୦୨୫ । ଏନପିଏ ତାରିଖ: ୩୦.୦୯.୨୦୨୫ । ବନ୍ଧକ ସମ୍ପତ୍ତିର ବିବରଣୀ: ମୌଜା ଜଗତପୁର, ଖାତା ନଂ ୧୨୩, ପ୍ଲଟ ନଂ ୪୫୬, ରକବା ଏ୦.୦୫୦ ଡିସମିଲ, ଥାନା ଜଗତପୁର, ଜିଲ୍ଲା କଟକ । ସୀମା: ଉତ୍ତର- ସରକାରୀ ରାସ୍ତା, ଦକ୍ଷିଣ- ନିଜସ୍ୱ ଜମି, ପୂର୍ବ- ଅନ୍ୟ ଜମି, ପଶ୍ଚିମ- ଗଳି ରାସ୍ତା । ସମ୍ପତ୍ତି ସହ ସମସ୍ତ ନିର୍ମାଣ ଓ ସଂରଚନା ।: [173, 1987, 911, 2259]
- company-prop: (PROP. : UAL INDUSTRIES LTD.): [1088, 1926, 1304, 1942]
- works-line: At/P.o. Korian, Dist. Dhenkanal-759013 (Odisha): [1088, 1973, 1304, 1984]
- story-dateline: ଭୁବନେଶ୍ୱର, ୨୪।୧୧ (ବ୍ୟୁରୋ): [1058, 652, 1182, 663]
- black-dot: [318, 2317, 332, 2331]
- notice-heading: ଡିମାଣ୍ଡ ନୋଟିସ୍: [543, 1733, 673, 1776]
- ad-signature: ଏସ୍/- ପ୍ରଶାସନିକ ଅଧିକାରୀ: [807, 1688, 905, 1699]
- org-name: ଓଡ଼ିଶା ରାଜ୍ୟ ଗୃହ ନିର୍ମାଣ ସଂସ୍ଥା: [227, 1419, 461, 1443]
- canara-bank-notice: କାନାରା ବ୍ୟାଙ୍କ Canara Bank ସିଣ୍ଡିକେଟ Syndicate କ୍ଷେତ୍ରୀୟ କାର୍ଯ୍ୟାଳୟ, କଟକ ଡିମାଣ୍ଡ ନୋଟିସ୍ ସିକ୍ୟୁରିଟାଇଜେସନ ଓ ପୁନର୍ଗଠନ ଆଇନ ୨୦୦୨ ଅନୁଯାୟୀ ଦାବି ନୋଟିସ ସିକ୍ୟୁରିଟାଇଜେସନ ଏବଂ ରିକନଷ୍ଟ୍ରକସନ ଅଫ୍ ଫାଇନାନ୍ସିଆଲ ଆସେଟସ ଏବଂ ଏନଫୋର୍ସମେଣ୍ଟ ଅଫ୍ ସିକ୍ୟୁରିଟି ଇଣ୍ଟରେଷ୍ଟ ଆଇନ ୨୦୦୨ ର ଧାରା ୧୩(୨) ଅନୁଯାୟୀ ନିମ୍ନଲିଖିତ ଋଣଗ୍ରହୀତା ଓ ଜାମିନଦାରମାନଙ୍କୁ ଦାବି ନୋଟିସ ଜାରି କରାଯାଇଥିଲା । ସେମାନେ ନୋଟିସ ଗ୍ରହଣ କରିନଥିବାରୁ ଏହି ବିଜ୍ଞପ୍ତି ପ୍ରକାଶ କରାଯାଉଛି । ଋଣଗ୍ରହୀତାମାନେ ଏହି ବିଜ୍ଞପ୍ତି ପ୍ରକାଶର ୬୦ ଦିନ ମଧ୍ୟରେ ସମୁଦାୟ ବକେୟା ରାଶି ସୁଧ ସହିତ ପୈଠ କରିବାକୁ ନିର୍ଦ୍ଦେଶ ଦିଆଯାଉଛି । ଅନ୍ୟଥା ବ୍ୟାଙ୍କ ଆଇନ ଅନୁଯାୟୀ ବନ୍ଧକ ସମ୍ପତ୍ତି ଉପରେ ଅଧିକାର ଗ୍ରହଣ କରିବ । ଋଣଗ୍ରହୀତା ଓ ଜାମିନଦାରମାନେ ବନ୍ଧକ ସମ୍ପତ୍ତି ବିକ୍ରି, ଲିଜ କିମ୍ବା ଅନ୍ୟ କୌଣସି ପ୍ରକାରେ ହସ୍ତାନ୍ତର କରିପାରିବେ ନାହିଁ । ବନ୍ଧକ ସମ୍ପତ୍ତି ମୁକ୍ତ କରିବା ପାଇଁ ଉପଲବ୍ଧ ସମୟ ସମ୍ପର୍କରେ ଆଇନର ଧାରା ୧୩ ର ଉପଧାରା (୮) ର ବ୍ୟବସ୍ଥା ପ୍ରତି ଋଣଗ୍ରହୀତାଙ୍କ ଧ୍ୟାନ ଆକର୍ଷଣ କରାଯାଉଛି । ଏହି ନୋଟିସ ସମ୍ବନ୍ଧୀୟ ଶାଖାରୁ ସଂଗ୍ରହ କରାଯାଇପାରିବ । ସମସ୍ତ ଖର୍ଚ୍ଚ ଓ ସୁଧ ଋଣଗ୍ରହୀତା ବହନ କରିବେ । ବ୍ୟାଙ୍କ ଏହି ନୋଟିସରେ ଉଲ୍ଲେଖିତ ସମସ୍ତ ପଦକ୍ଷେପ ନେବାର ଅଧିକାର ସଂରକ୍ଷିତ ରଖେ । ଏସ୍‌ଏମ୍‌ଇ ଜଗତପୁର ଶାଖା । ଋଣଗ୍ରହୀତା ଓ ଜାମିନଦାରଙ୍କ ନାମ ଓ ଠିକଣା । ଶ୍ରୀ ଲକ୍ଷ୍ମୀକାନ୍ତ ଦାସ, ପିତା ସ୍ୱର୍ଗତ ରବୀନ୍ଦ୍ର ଦାସ, ଗ୍ରାମ/ପୋ: ଜଗତପୁର, କଟକ । ଶ୍ରୀମତୀ ସୁମିତ୍ରା ଦାସ, ସ୍ୱାମୀ ଲକ୍ଷ୍ମୀକାନ୍ତ ଦାସ, ଉକ୍ତ ଠିକଣା । ମେସର୍ସ ଶ୍ରୀ ଜଗନ୍ନାଥ ଟ୍ରେଡର୍ସ, ପ୍ରୋପ୍ରାଇଟର, ଜଗତପୁର ଶିଳ୍ପାଞ୍ଚଳ, କଟକ - ୭୫୪୦୨୧ । ଋଣ ପରିମାଣ ଓ ବକେୟା ରାଶି: ଟ.୩୫,୦୦,୦୦୦/- ଓ ଟ.୨୮,୪୫,୬୧୨/- ସହ ଅଦେୟ ସୁଧ ଓ ଖର୍ଚ୍ଚ । ଦାବି ନୋଟିସ ତାରିଖ: ୧୨.୧୧.୨୦୨୫ । ଏନପିଏ ତାରିଖ: ୩୦.୦୯.୨୦୨୫ । ବନ୍ଧକ ସମ୍ପତ୍ତିର ବିବରଣୀ: ମୌଜା ଜଗତପୁର, ଖାତା ନଂ ୧୨୩, ପ୍ଲଟ ନଂ ୪୫୬, ରକବା ଏ୦.୦୫୦ ଡିସମିଲ, ଥାନା ଜଗତପୁର, ଜିଲ୍ଲା କଟକ । ସୀମା: ଉତ୍ତର- ସରକାରୀ ରାସ୍ତା, ଦକ୍ଷିଣ- ନିଜସ୍ୱ ଜମି, ପୂର୍ବ- ଅନ୍ୟ ଜମି, ପଶ୍ଚିମ- ଗଳି ରାସ୍ତା । ସମ୍ପତ୍ତି ସହ ସମସ୍ତ ନିର୍ମାଣ ଓ ସଂରଚନା । ପ୍ରାଧିକୃତ ଅଧିକାରୀ, କାନାରା ବ୍ୟାଙ୍କ: [172, 1732, 912, 2284]
- ad-item: 7. The Bidders have to participate in ONLINE bidding only. Further details can be seen from the website www.tendersodisha.gov.in.: [559, 1281, 905, 1305]
- ad-heading: ବିଜ୍ଞାପନ: [709, 1467, 755, 1486]
- company-name: UAL - ODISHA: [1109, 1900, 1283, 1925]
